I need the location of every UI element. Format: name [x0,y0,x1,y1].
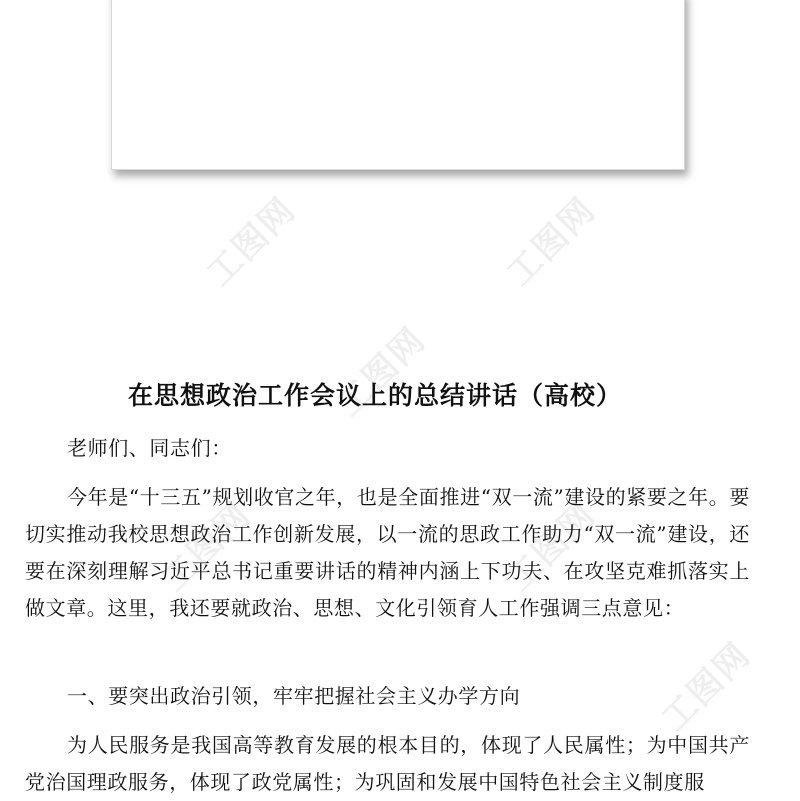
watermark: 工图网 [499,189,604,295]
watermark: 工图网 [654,634,759,740]
watermark: 工图网 [499,494,604,600]
previous-page-sheet [111,0,685,170]
salutation: 老师们、同志们： [67,436,232,460]
watermark: 工图网 [154,494,259,600]
watermark: 工图网 [199,189,304,295]
section-heading: 一、要突出政治引领，牢牢把握社会主义办学方向 [67,684,521,708]
body-paragraph: 为人民服务是我国高等教育发展的根本目的，体现了人民属性；为中国共产党治国理政服务，体现了政党属性；为巩固和发展中国特色社会主义制度服 [25,733,750,794]
body-paragraph: 今年是“十三五”规划收官之年，也是全面推进“双一流”建设的紧要之年。要切实推动我校思想政治工作创新发展，以一流的思政工作助力“双一流”建设，还要在深刻理解习近平总书记重要讲话的精神内涵上下功夫、在攻坚克难抓落实上做文章。这里，我还要就政治、思想、文化引领育人工作强调三点意见： [25,485,750,620]
document-title: 在思想政治工作会议上的总结讲话（高校） [127,381,622,410]
watermark: 工图网 [329,319,434,425]
